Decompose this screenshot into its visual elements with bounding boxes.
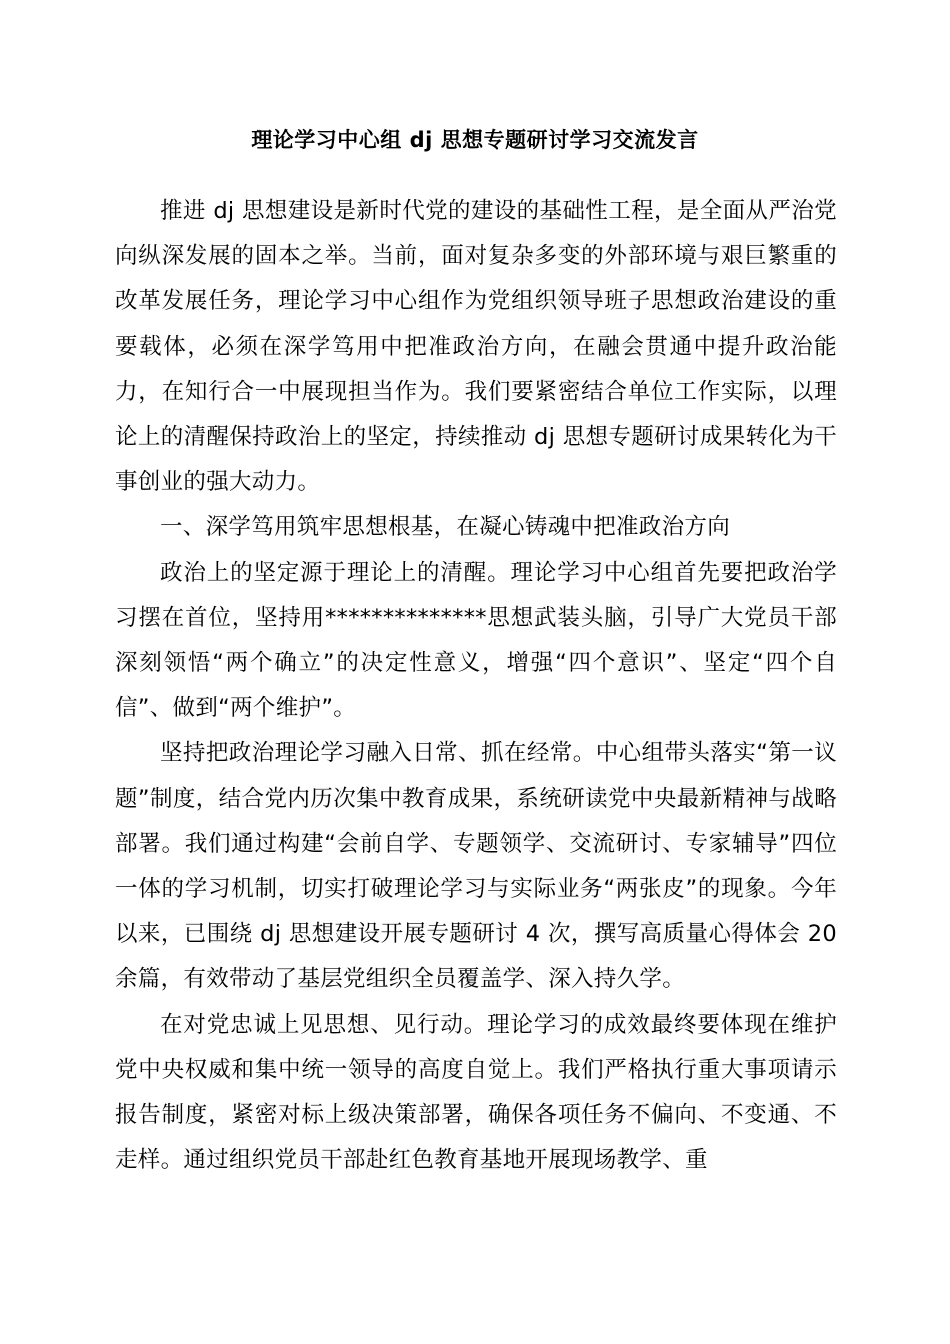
section-heading-1: 一、深学笃用筑牢思想根基，在凝心铸魂中把准政治方向 [160, 514, 731, 541]
body-paragraph: 在对党忠诚上见思想、见行动。理论学习的成效最终要体现在维护党中央权威和集中统一领导的高度自觉上。我们严格执行重大事项请示报告制度，紧密对标上级决策部署，确保各项任务不偏向、不变通、不走样。通过组织党员干部赴红色教育基地开展现场教学、重 [115, 1011, 837, 1174]
document-body [115, 189, 837, 1183]
document-title: 理论学习中心组 dj 思想专题研讨学习交流发言 [251, 128, 699, 152]
body-paragraph: 政治上的坚定源于理论上的清醒。理论学习中心组首先要把政治学习摆在首位，坚持用**************思想武装头脑，引导广大党员干部深刻领悟“两个确立”的决定性意义，增强“四个意识”、坚定“四个自信”、做到“两个维护”。 [115, 559, 837, 722]
body-paragraph: 坚持把政治理论学习融入日常、抓在经常。中心组带头落实“第一议题”制度，结合党内历次集中教育成果，系统研读党中央最新精神与战略部署。我们通过构建“会前自学、专题领学、交流研讨、专家辅导”四位一体的学习机制，切实打破理论学习与实际业务“两张皮”的现象。今年以来，已围绕 dj 思想建设开展专题研讨 4 次，撰写高质量心得体会 20 余篇，有效带动了基层党组织全员覆盖学、深入持久学。 [115, 740, 837, 993]
intro-paragraph: 推进 dj 思想建设是新时代党的建设的基础性工程，是全面从严治党向纵深发展的固本之举。当前，面对复杂多变的外部环境与艰巨繁重的改革发展任务，理论学习中心组作为党组织领导班子思想政治建设的重要载体，必须在深学笃用中把准政治方向，在融会贯通中提升政治能力，在知行合一中展现担当作为。我们要紧密结合单位工作实际，以理论上的清醒保持政治上的坚定，持续推动 dj 思想专题研讨成果转化为干事创业的强大动力。 [115, 198, 837, 496]
